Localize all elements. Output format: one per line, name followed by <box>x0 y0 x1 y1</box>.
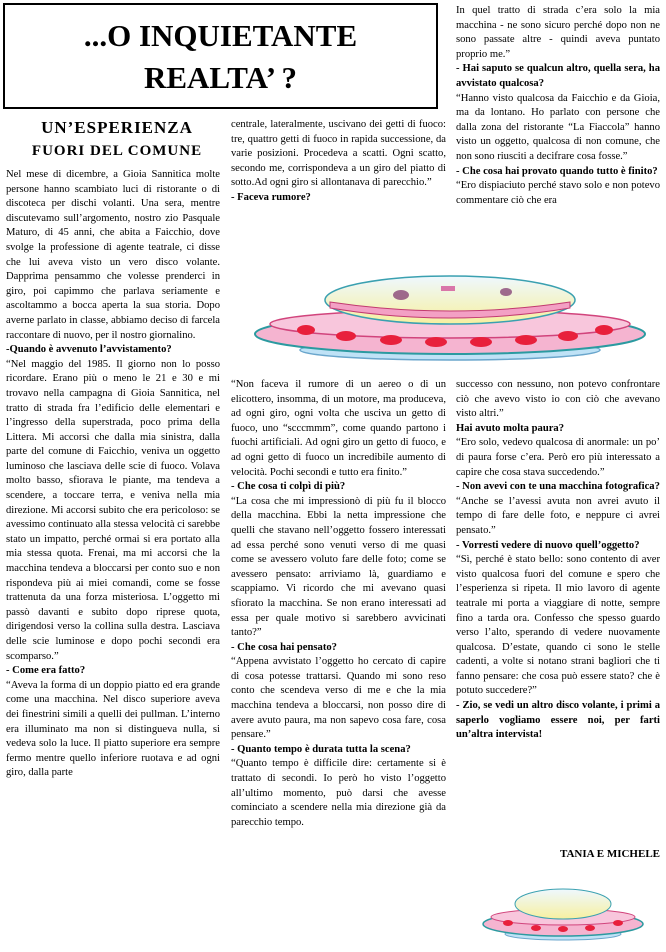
subtitle-line-2: FUORI DEL COMUNE <box>31 143 203 159</box>
subtitle <box>12 118 222 160</box>
interview-question: -Quando è avvenuto l’avvistamento? <box>6 344 172 356</box>
interview-question: - Non avevi con te una macchina fotografica? <box>456 481 660 493</box>
headline-line-1: ...O INQUIETANTE <box>83 18 358 53</box>
headline-line-2: REALTA’ ? <box>143 60 298 95</box>
subtitle-line-1: UN’ESPERIENZA <box>41 118 193 137</box>
column-middle-top <box>231 118 446 206</box>
paragraph: “Non faceva il rumore di un aereo o di un elicottero, insomma, di un motore, ma produceva, ad ogni giro, ogni volta che usciva un getto di fuoco, uno “scccmmm”, come quando partono i fuochi artificiali. Ad ogni giro un getto di fuoco, e ad ogni getto di fuoco un incredibile aumento di velocità. Pochi secondi e tutto era finito.” <box>231 379 446 478</box>
interview-question: Hai avuto molta paura? <box>456 422 565 434</box>
paragraph: “Hanno visto qualcosa da Faicchio e da Gioia, ma da lontano. Ho parlato con persone che dalla zona del ristorante “La Fiaccola” hanno visto un oggetto, qualcosa di non comune, che non sono riusciti a decifrare cosa fosse.” <box>456 92 660 162</box>
paragraph: “Anche se l’avessi avuta non avrei avuto il tempo di fare delle foto, e neppure ci avrei pensato.” <box>456 495 660 536</box>
paragraph: Nel mese di dicembre, a Gioia Sannitica molte persone hanno scambiato luci di ristorante o di discoteca per dischi volanti. Una sera, mentre discutevamo sull’argomento, nostro zio Pasquale Maturo, di 45 anni, che abita a Faicchio, dove svolge la professione di agente teatrale, ci disse che lui aveva visto un vero disco volante. Dapprima pensammo che volesse prenderci in giro, poi capimmo che parlava seriamente e ascoltammo a bocca aperta la sua storia. Dopo averne parlato in classe, abbiamo deciso di farcela raccontare di nuovo, per il nostro giornalino. <box>6 169 220 341</box>
paragraph: “Quanto tempo è difficile dire: certamente si è trattato di secondi. Io però ho visto l’oggetto all’ultimo momento, può darsi che avesse cominciato a scendere nella mia direzione già da parecchio tempo. <box>231 758 446 828</box>
column-right-bottom <box>456 378 660 743</box>
paragraph: successo con nessuno, non potevo confrontare ciò che avevo visto io con ciò che avevano visto altri.” <box>456 379 660 420</box>
interview-question: - Che cosa hai provato quando tutto è finito? <box>456 165 658 177</box>
signature: TANIA E MICHELE <box>559 848 660 860</box>
paragraph: “Appena avvistato l’oggetto ho cercato di capire di cosa potesse trattarsi. Quando mi sono reso conto che scendeva verso di me e che la mia macchina tendeva a bloccarsi, non posso dire di avere avuto paura, ma non sapevo cosa fare, cosa pensare.” <box>231 656 446 741</box>
paragraph: In quel tratto di strada c’era solo la mia macchina - ne sono sicuro perché dopo non ne sono passate altre - quindi aveva puntato proprio me.” <box>456 5 660 60</box>
paragraph: “Sì, perché è stato bello: sono contento di aver visto qualcosa fuori del comune e spero che l’esperienza si ripeta. Il mio lavoro di agente teatrale mi porta a viaggiare di notte, sempre fino a tarda ora. Confesso che spesso guardo verso l’alto, sperando di vedere nuovamente qualcosa. D’estate, quando ci sono le stelle cadenti, a volte si notano strani bagliori che ti fanno pensare: che cosa può essere stato? che è potuto succedere?” <box>456 554 660 697</box>
ufo-illustration <box>236 250 662 370</box>
interview-question: - Che cosa hai pensato? <box>231 641 337 653</box>
paragraph: “Ero solo, vedevo qualcosa di anormale: un po’ di paura forse c’era. Però ero più interessato a capire che cosa stava succedendo.” <box>456 437 660 478</box>
interview-question: - Hai saputo se qualcun altro, quella sera, ha avvistato qualcosa? <box>456 63 660 89</box>
interview-question: - Faceva rumore? <box>231 191 311 203</box>
paragraph: “Nel maggio del 1985. Il giorno non lo posso ricordare. Erano più o meno le 21 e 30 e mi trovavo nella campagna di Gioia Sannitica, nel tratto di strada fra l’edificio delle elementari e l’ingresso della superstrada, poco prima della Littera. Mi accorsi che dalla mia sinistra, dalla parte del comune di Faicchio, veniva un oggetto luminoso che lasciava delle scie di fuoco. Volava molto basso, sfiorava le piante, ma tendeva a scendere, a toccare terra, e veniva nella mia direzione. Mi accorsi subito che era pericoloso: se avessimo continuato alla stessa velocità ci sarebbe stato un impatto, perché ormai si era portato alla mia stessa quota. Frenai, ma mi accorsi che la macchina tendeva a bloccarsi per conto suo e non rispondeva più ai miei comandi, come se fosse trattenuta da una forza misteriosa. L’oggetto mi passò davanti e subito dopo riprese quota, dirigendosi verso la collina sulla destra. Lasciava delle scie luminose e dopo pochi secondi era scomparso.” <box>6 358 220 662</box>
column-right-top <box>456 4 660 208</box>
small-ufo-illustration <box>478 876 648 946</box>
paragraph: “La cosa che mi impressionò di più fu il blocco della macchina. Ebbi la netta impressione che quelli che stavano nell’oggetto fossero interessati ad essa perché sono venuti verso di me quasi come se avessero voluto fare delle foto; come se avessero pensato: arriviamo là, guardiamo e scappiamo. Vi ricordo che mi avevano quasi sfiorato la macchina. Se non erano interessati ad essa per quale motivo si sarebbero avvicinati tanto?” <box>231 495 446 639</box>
column-left <box>6 168 220 781</box>
paragraph: “Ero dispiaciuto perché stavo solo e non potevo commentare ciò che era <box>456 180 660 206</box>
paragraph: centrale, lateralmente, uscivano dei getti di fuoco: tre, quattro getti di fuoco in rapida successione, da varie posizioni. Procedeva a scatti. Ogni scatto, secondo me, corrispondeva a un giro del piatto di sotto.Ad ogni giro si allontanava di parecchio.” <box>231 119 446 189</box>
interview-question: - Che cosa ti colpì di più? <box>231 481 346 493</box>
interview-question: - Zio, se vedi un altro disco volante, i primi a saperlo vogliamo essere noi, per farti un’altra intervista! <box>456 700 660 741</box>
column-middle-bottom <box>231 378 446 830</box>
interview-question: - Come era fatto? <box>6 665 86 677</box>
paragraph: “Aveva la forma di un doppio piatto ed era grande come una macchina. Nel disco superiore aveva dei finestrini simili a quelli dei pullman. L’interno era illuminato ma non si distingueva nulla, si vedeva solo la luce. Il piatto superiore era sempre fermo mentre quello inferiore ruotava e ad ogni giro, dalla parte <box>6 679 220 779</box>
headline-box <box>3 3 438 109</box>
interview-question: - Quanto tempo è durata tutta la scena? <box>231 743 411 755</box>
interview-question: - Vorresti vedere di nuovo quell’oggetto? <box>456 539 640 551</box>
